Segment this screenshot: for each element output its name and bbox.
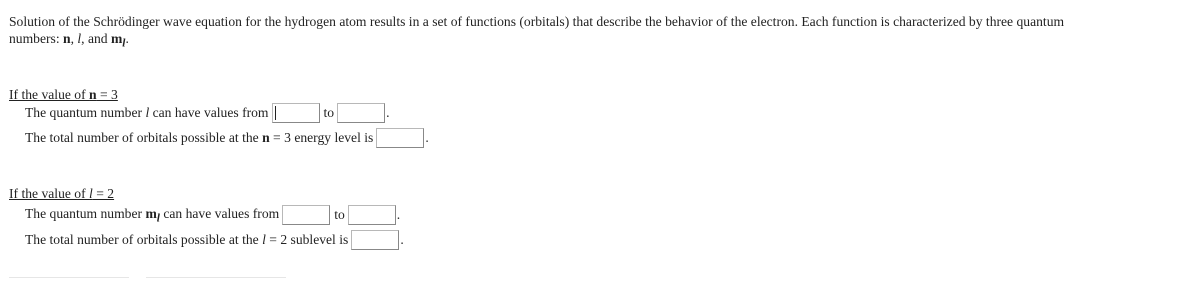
period: . <box>400 232 404 247</box>
intro-line-1: Solution of the Schrödinger wave equation for the hydrogen atom results in a set of functions (orbitals) that describe the behavior of the electron. Each function is characterized by three quantum <box>9 14 1065 29</box>
intro-line-2 <box>9 30 1189 53</box>
s2-to-input[interactable] <box>348 205 396 225</box>
s2-from-input[interactable] <box>282 205 330 225</box>
section1-row-total <box>25 128 429 148</box>
period: . <box>386 105 390 120</box>
to-label: to <box>323 105 335 120</box>
intro-end: . <box>125 31 129 46</box>
section1-q1-label: The quantum number l can have values from <box>25 105 269 120</box>
period: . <box>425 130 429 145</box>
intro-text: numbers: <box>9 31 63 46</box>
section1-q2-label: The total number of orbitals possible at the n = 3 energy level is <box>25 130 374 145</box>
s2-total-input[interactable] <box>351 230 399 250</box>
section2-title: If the value of l = 2 <box>9 186 115 201</box>
to-label: to <box>334 207 345 222</box>
var-ml: $m_l$ <box>110 31 126 50</box>
section1-title: If the value of n = 3 <box>9 87 118 102</box>
s1-total-input[interactable] <box>376 128 424 148</box>
var-l: l <box>77 31 82 46</box>
var-n: n <box>63 31 71 46</box>
problem-intro <box>9 13 1189 53</box>
intro-sep: , and <box>81 31 111 46</box>
section1-row-range <box>25 103 389 123</box>
divider <box>146 277 286 278</box>
section2-q2-label: The total number of orbitals possible at the l = 2 sublevel is <box>25 232 349 247</box>
intro-sep: , <box>70 31 78 46</box>
s1-from-input[interactable] <box>272 103 320 123</box>
period: . <box>396 207 401 222</box>
section2-row-range <box>25 205 400 225</box>
section2-row-total <box>25 230 404 250</box>
s1-to-input[interactable] <box>337 103 385 123</box>
section2-q1-label: The quantum number $m_l$ can have values from <box>25 205 280 225</box>
divider <box>9 277 129 278</box>
